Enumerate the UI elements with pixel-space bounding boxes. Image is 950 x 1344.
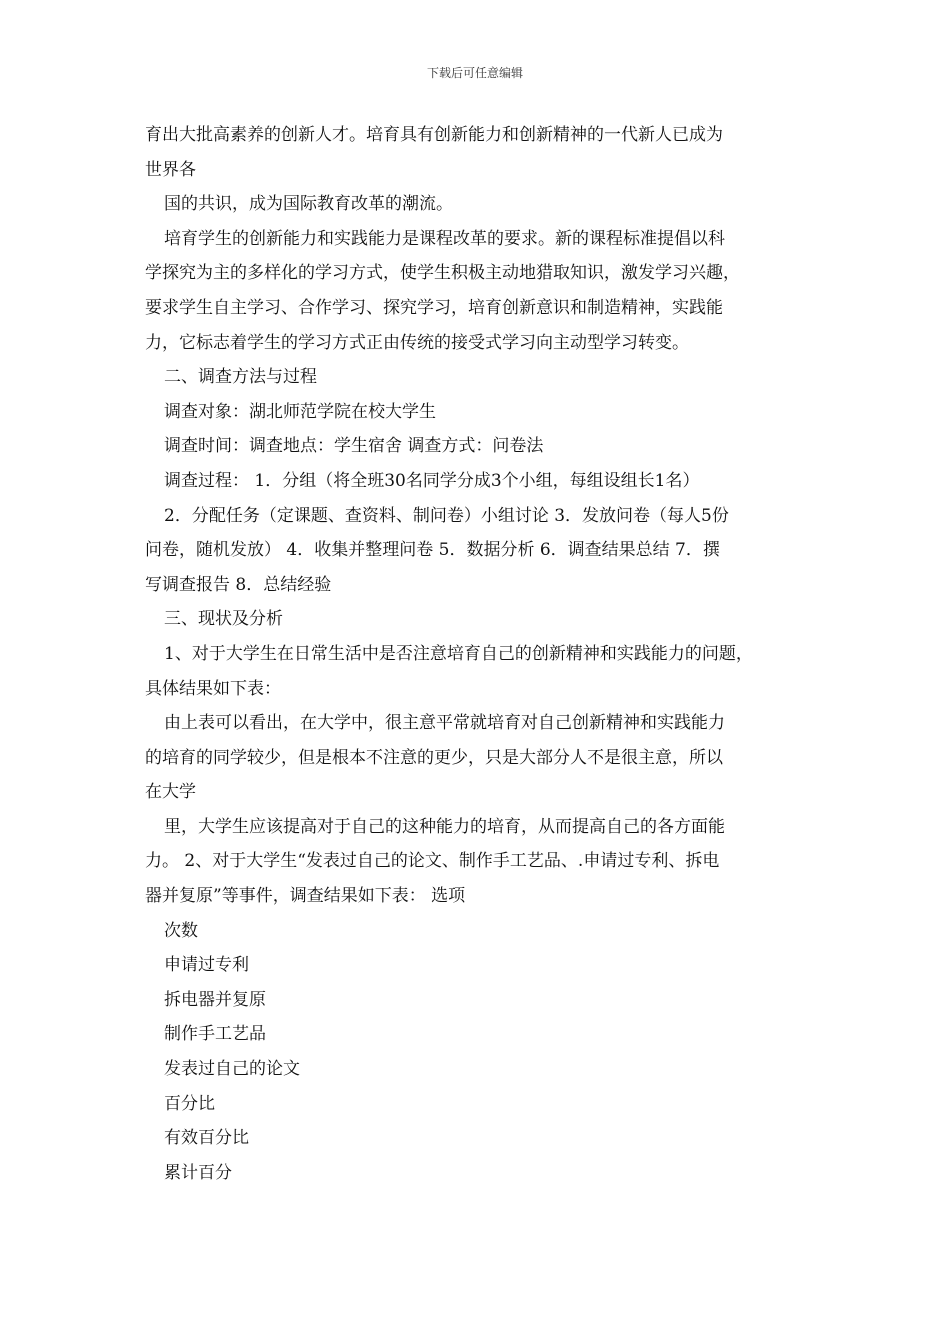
text-line: 世界各 <box>145 159 196 180</box>
list-item: 拆电器并复原 <box>164 989 266 1010</box>
text-line: 调查时间：调查地点：学生宿舍 调查方式：问卷法 <box>164 436 544 457</box>
list-item: 累计百分 <box>164 1162 232 1183</box>
section-heading: 三、现状及分析 <box>164 609 283 630</box>
list-item: 百分比 <box>164 1093 215 1114</box>
list-item: 制作手工艺品 <box>164 1024 266 1045</box>
text-line: 调查对象：湖北师范学院在校大学生 <box>164 401 436 422</box>
text-line: 由上表可以看出，在大学中，很主意平常就培育对自己创新精神和实践能力 <box>164 713 725 734</box>
text-line: 力。 2、对于大学生“发表过自己的论文、制作手工艺品、.申请过专利、拆电 <box>145 851 720 872</box>
section-heading: 二、调查方法与过程 <box>164 367 317 388</box>
text-line: 器并复原”等事件，调查结果如下表： 选项 <box>145 886 466 907</box>
text-line: 的培育的同学较少，但是根本不注意的更少，只是大部分人不是很主意，所以 <box>145 747 723 768</box>
text-line: 力，它标志着学生的学习方式正由传统的接受式学习向主动型学习转变。 <box>145 332 689 353</box>
text-line: 里，大学生应该提高对于自己的这种能力的培育，从而提高自己的各方面能 <box>164 816 725 837</box>
text-line: 学探究为主的多样化的学习方式，使学生积极主动地猎取知识，激发学习兴趣， <box>145 263 740 284</box>
text-line: 问卷，随机发放） 4．收集并整理问卷 5．数据分析 6．调查结果总结 7．撰 <box>145 540 720 561</box>
page-header: 下载后可任意编辑 <box>426 66 523 80</box>
document-body <box>145 118 810 1190</box>
text-line: 调查过程： 1．分组（将全班30名同学分成3个小组，每组设组长1名） <box>164 470 700 491</box>
text-line: 培育学生的创新能力和实践能力是课程改革的要求。新的课程标准提倡以科 <box>164 228 725 249</box>
list-item: 发表过自己的论文 <box>164 1059 300 1080</box>
list-item: 申请过专利 <box>164 955 249 976</box>
text-line: 1、对于大学生在日常生活中是否注意培育自己的创新精神和实践能力的问题， <box>164 643 753 664</box>
text-line: 育出大批高素养的创新人才。培育具有创新能力和创新精神的一代新人已成为 <box>145 125 723 145</box>
text-line: 2．分配任务（定课题、查资料、制问卷）小组讨论 3．发放问卷（每人5份 <box>164 505 729 526</box>
text-line: 写调查报告 8．总结经验 <box>145 574 332 595</box>
list-item: 有效百分比 <box>164 1128 249 1149</box>
text-line: 要求学生自主学习、合作学习、探究学习，培育创新意识和制造精神，实践能 <box>145 297 723 318</box>
list-item: 次数 <box>164 920 198 941</box>
text-line: 在大学 <box>145 782 196 803</box>
text-line: 具体结果如下表： <box>145 678 281 699</box>
text-line: 国的共识，成为国际教育改革的潮流。 <box>164 194 453 215</box>
